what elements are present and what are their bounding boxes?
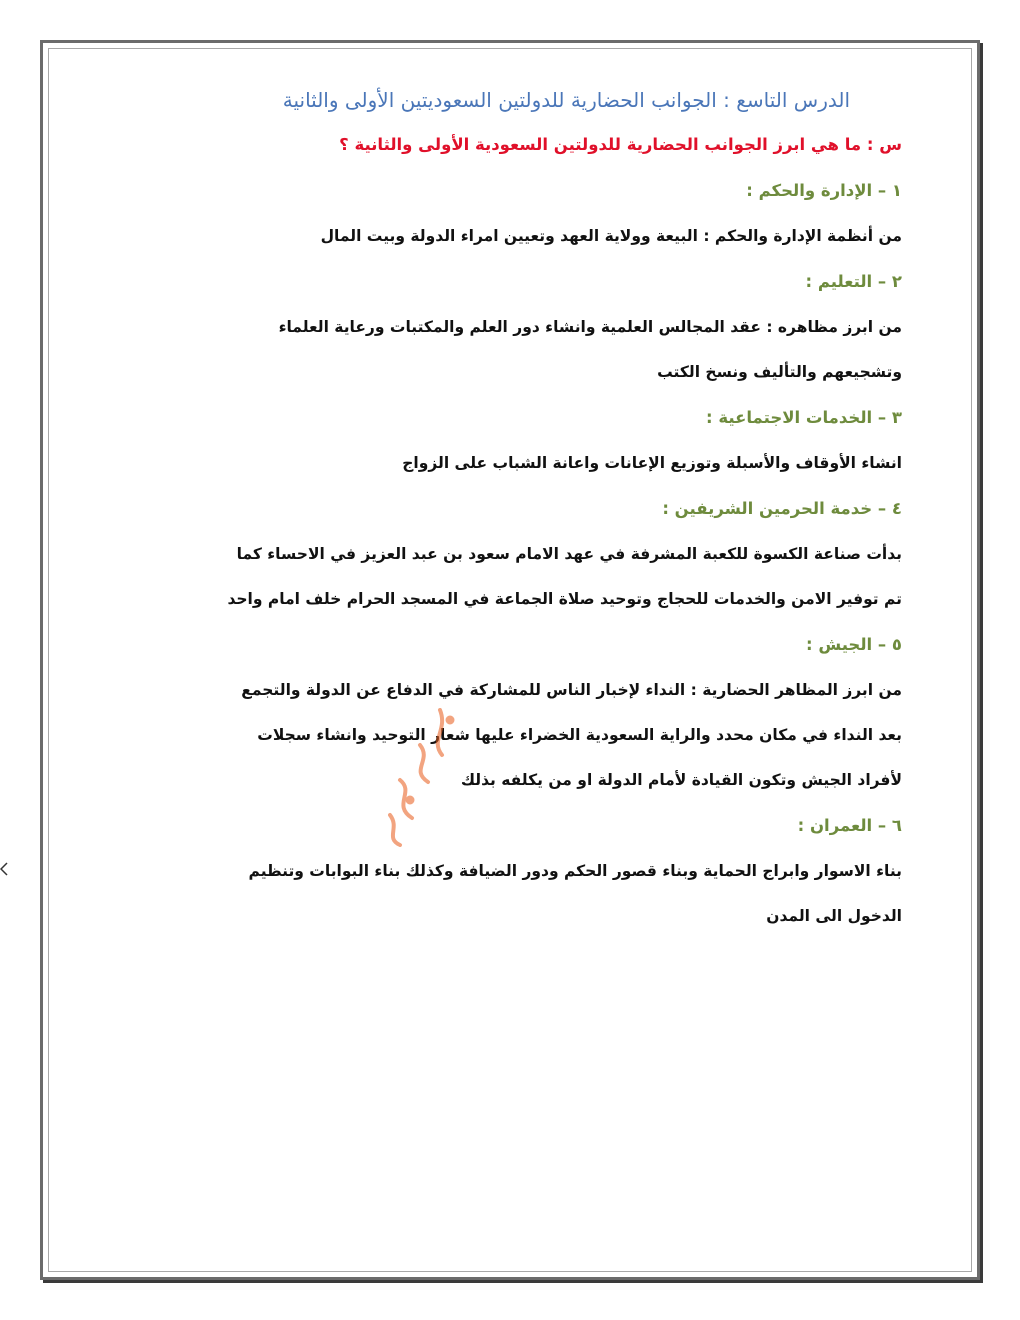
section-line: بعد النداء في مكان محدد والراية السعودية الخضراء عليها شعار التوحيد وانشاء سجلات (257, 726, 902, 744)
section-heading: ٣ – الخدمات الاجتماعية : (705, 408, 902, 427)
section-heading: ٤ – خدمة الحرمين الشريفين : (662, 499, 902, 518)
section-social-services (120, 395, 902, 486)
section-line: من ابرز المظاهر الحضارية : النداء لإخبار الناس للمشاركة في الدفاع عن الدولة والتجمع (241, 681, 902, 699)
section-architecture (120, 803, 902, 939)
section-heading: ١ – الإدارة والحكم : (746, 181, 902, 200)
section-heading: ٦ – العمران : (797, 816, 902, 835)
section-line: بناء الاسوار وابراج الحماية وبناء قصور الحكم ودور الضيافة وكذلك بناء البوابات وتنظيم (248, 862, 902, 880)
question-text: س : ما هي ابرز الجوانب الحضارية للدولتين السعودية الأولى والثانية ؟ (339, 135, 902, 154)
section-line: من أنظمة الإدارة والحكم : البيعة وولاية العهد وتعيين امراء الدولة وبيت المال (320, 227, 902, 245)
arrow-left-icon (0, 862, 8, 876)
section-line: لأفراد الجيش وتكون القيادة لأمام الدولة او من يكلفه بذلك (460, 771, 902, 789)
document-content (120, 78, 902, 939)
section-line: تم توفير الامن والخدمات للحجاج وتوحيد صلاة الجماعة في المسجد الحرام خلف امام واحد (227, 590, 902, 608)
section-army (120, 622, 902, 803)
section-education (120, 259, 902, 395)
section-administration (120, 168, 902, 259)
section-line: وتشجيعهم والتأليف ونسخ الكتب (657, 363, 902, 381)
section-holy-mosques (120, 486, 902, 622)
section-heading: ٢ – التعليم : (805, 272, 902, 291)
section-line: الدخول الى المدن (766, 907, 902, 925)
section-line: من ابرز مظاهره : عقد المجالس العلمية وانشاء دور العلم والمكتبات ورعاية العلماء (278, 318, 902, 336)
section-line: بدأت صناعة الكسوة للكعبة المشرفة في عهد الامام سعود بن عبد العزيز في الاحساء كما (236, 545, 902, 563)
section-line: انشاء الأوقاف والأسبلة وتوزيع الإعانات واعانة الشباب على الزواج (402, 454, 902, 472)
section-heading: ٥ – الجيش : (806, 635, 902, 654)
lesson-title: الدرس التاسع : الجوانب الحضارية للدولتين السعوديتين الأولى والثانية (282, 88, 850, 112)
